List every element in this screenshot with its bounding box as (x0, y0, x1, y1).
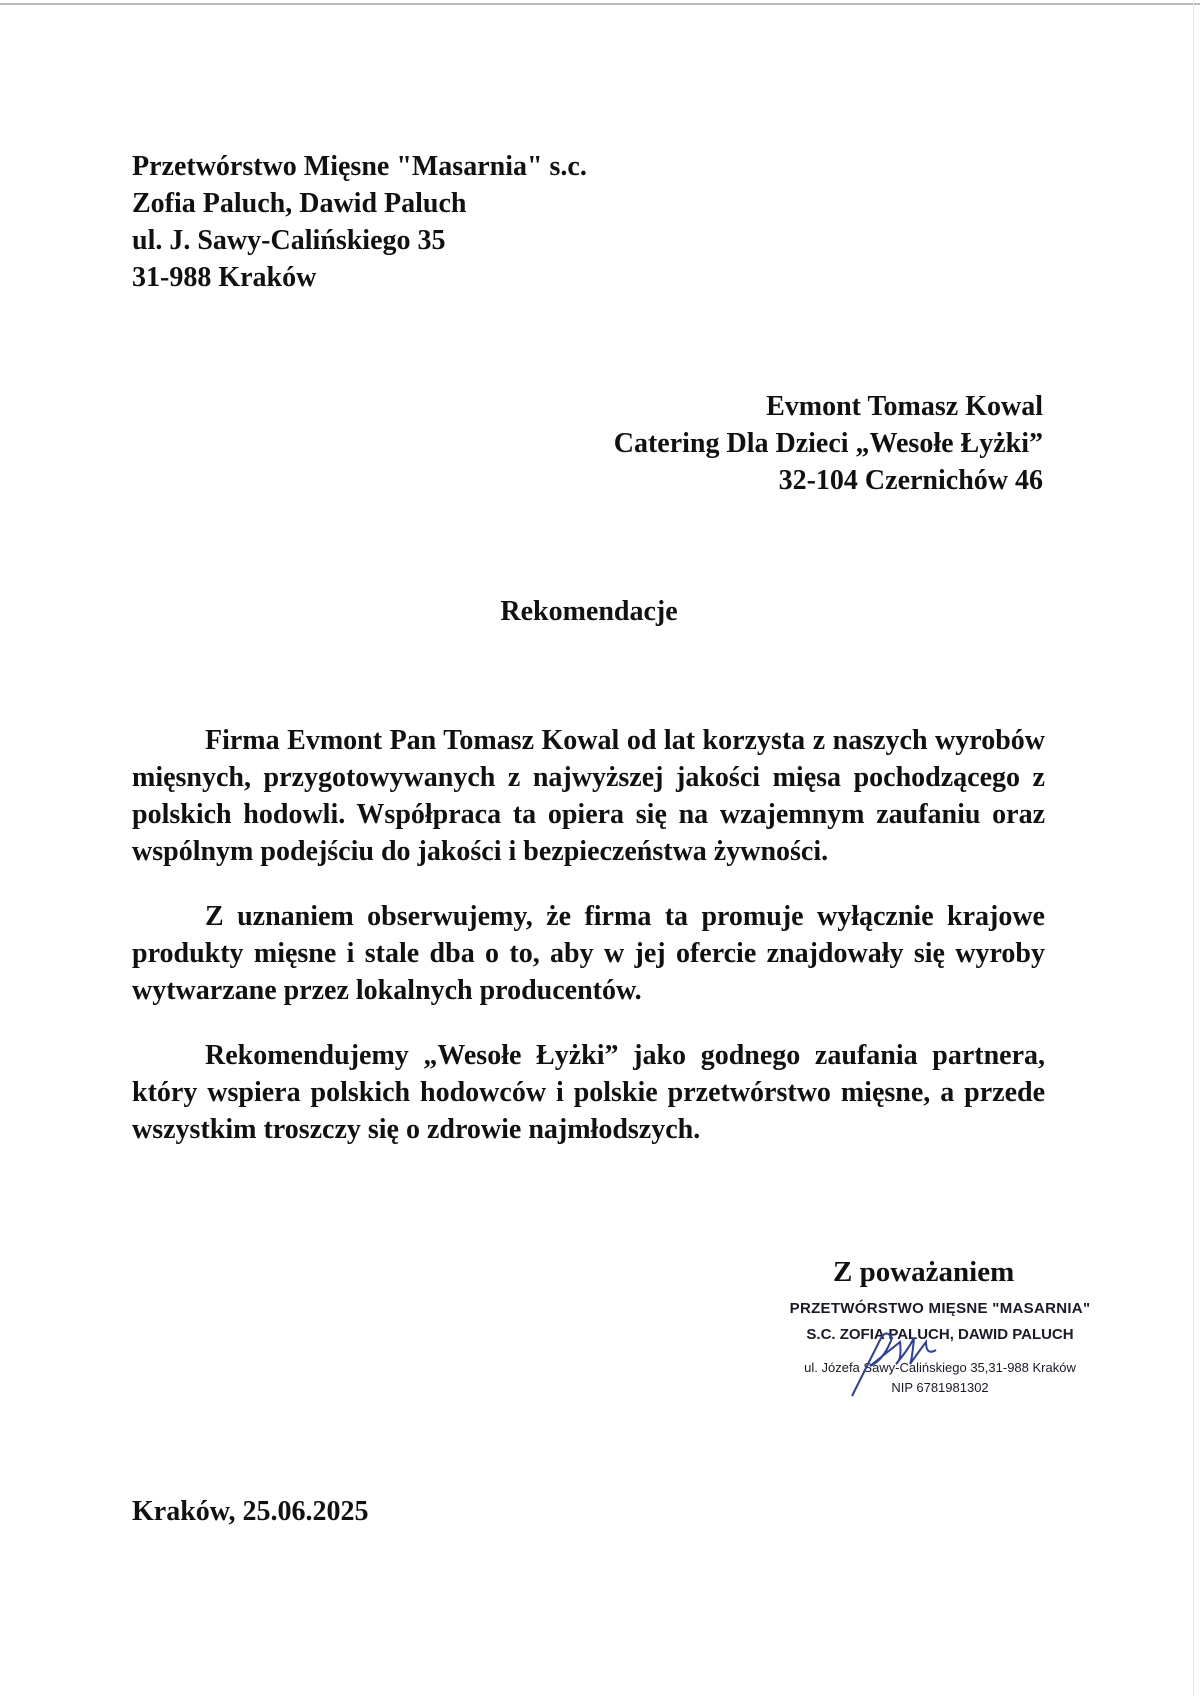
recipient-line: Evmont Tomasz Kowal (766, 391, 1043, 422)
paragraph: Z uznaniem obserwujemy, że firma ta promuje wyłącznie krajowe produkty mięsne i stale dba o to, aby w jej ofercie znajdowały się wyroby wytwarzane przez lokalnych producentów. (132, 901, 1045, 1006)
stamp-line: ul. Józefa Sawy-Calińskiego 35,31-988 Kraków (804, 1360, 1076, 1375)
scan-edge-right (1193, 0, 1194, 1696)
closing-salutation: Z poważaniem (833, 1256, 1015, 1288)
paragraph: Firma Evmont Pan Tomasz Kowal od lat korzysta z naszych wyrobów mięsnych, przygotowywanych z najwyższej jakości mięsa pochodzącego z polskich hodowli. Współpraca ta opiera się na wzajemnym zaufaniu oraz wspólnym podejściu do jakości i bezpieczeństwa żywności. (132, 725, 1045, 867)
scan-edge-top (0, 3, 1200, 5)
recipient-address (614, 388, 1043, 499)
sender-line: Zofia Paluch, Dawid Paluch (132, 188, 467, 219)
sender-line: Przetwórstwo Mięsne "Masarnia" s.c. (132, 151, 587, 182)
paragraph: Rekomendujemy „Wesołe Łyżki” jako godnego zaufania partnera, który wspiera polskich hodowców i polskie przetwórstwo mięsne, a przede wszystkim troszczy się o zdrowie najmłodszych. (132, 1040, 1045, 1145)
place-and-date: Kraków, 25.06.2025 (132, 1496, 369, 1527)
handwritten-signature (840, 1320, 950, 1400)
stamp-line: NIP 6781981302 (891, 1380, 989, 1395)
sender-line: 31-988 Kraków (132, 262, 317, 293)
stamp-line: PRZETWÓRSTWO MIĘSNE "MASARNIA" (789, 1300, 1091, 1317)
sender-address (132, 148, 587, 296)
letter-body (132, 722, 1045, 1176)
sender-line: ul. J. Sawy-Calińskiego 35 (132, 225, 446, 256)
recipient-line: 32-104 Czernichów 46 (778, 465, 1043, 496)
recipient-line: Catering Dla Dzieci „Wesołe Łyżki” (613, 428, 1043, 459)
stamp-line: S.C. ZOFIA PALUCH, DAWID PALUCH (806, 1326, 1074, 1343)
document-title: Rekomendacje (500, 596, 678, 627)
